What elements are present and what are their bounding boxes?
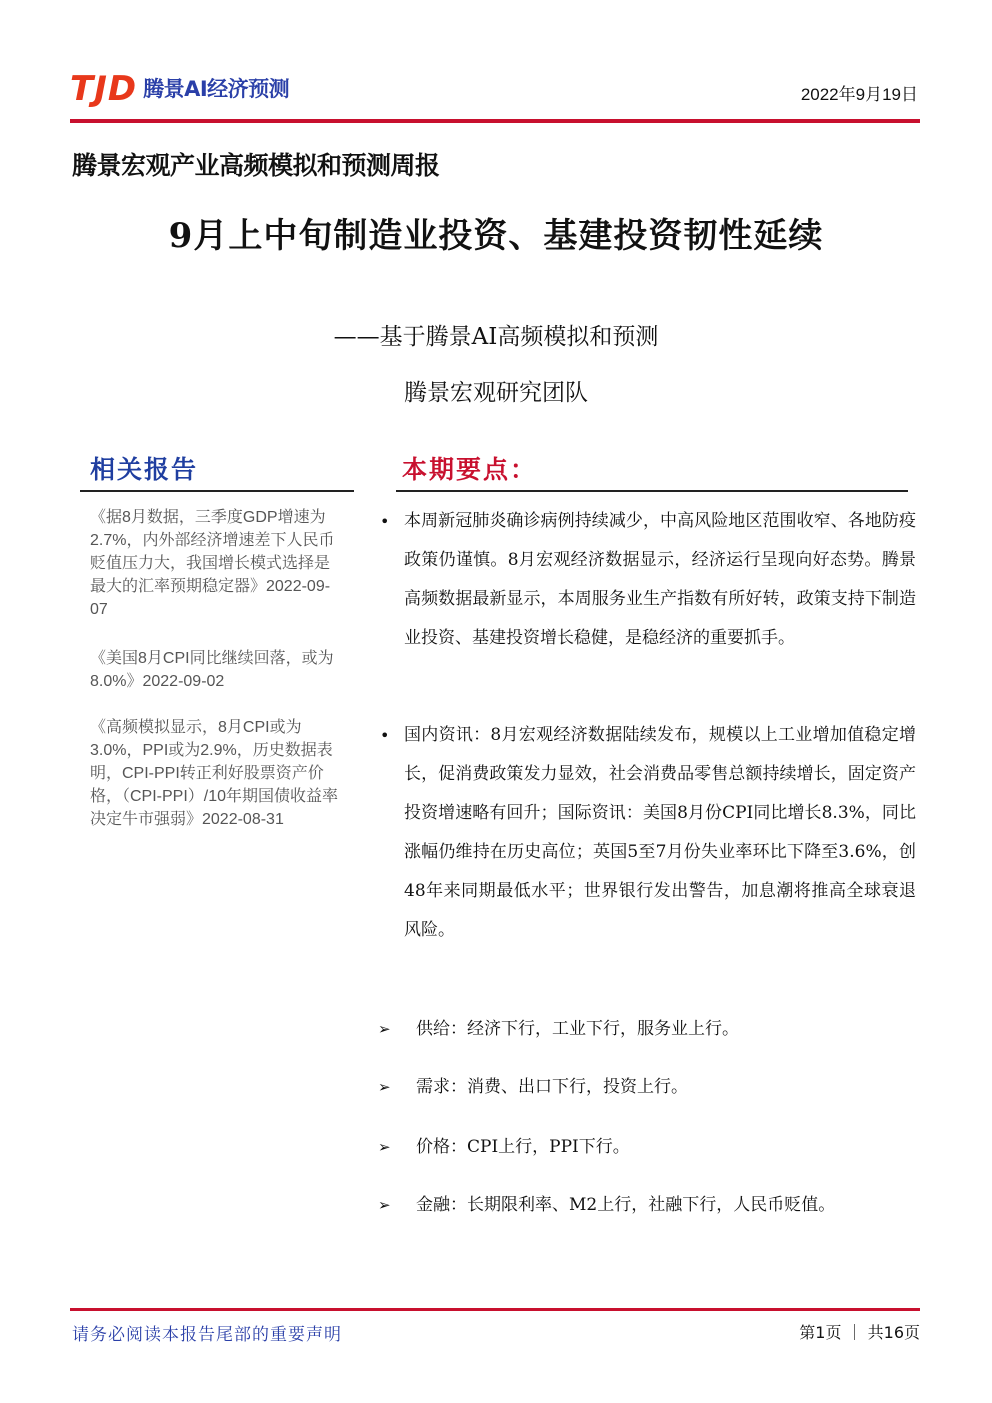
- page-indicator: 第1页 ｜ 共16页: [799, 1323, 920, 1342]
- brand-logo: [70, 70, 289, 108]
- logo-mark: TJD: [70, 69, 138, 109]
- series-title: 腾景宏观产业高频模拟和预测周报: [72, 151, 440, 180]
- team-name: 腾景宏观研究团队: [404, 380, 588, 406]
- logo-text: 腾景AI经济预测: [143, 77, 290, 101]
- report-date: 2022年9月19日: [800, 85, 918, 104]
- arrow-bullet-icon: ➢: [378, 1020, 391, 1038]
- related-reports-heading: 相关报告: [90, 455, 199, 484]
- highlights-heading: 本期要点：: [402, 455, 538, 484]
- related-report-item[interactable]: 《高频模拟显示，8月CPI或为3.0%，PPI或为2.9%，历史数据表明，CPI-PPI转正利好股票资产价格，（CPI-PPI）/10年期国债收益率决定牛市强弱》2022-08-31: [90, 719, 339, 828]
- highlight-paragraph: 国内资讯：8月宏观经济数据陆续发布，规模以上工业增加值稳定增长，促消费政策发力显效，社会消费品零售总额持续增长，固定资产投资增速略有回升；国际资讯：美国8月份CPI同比增长8.3%，同比涨幅仍维持在历史高位；英国5至7月份失业率环比下降至3.6%，创48年来同期最低水平；世界银行发出警告，加息潮将推高全球衰退风险。: [404, 725, 916, 940]
- arrow-bullet-icon: ➢: [378, 1196, 391, 1214]
- related-report-item[interactable]: 《据8月数据，三季度GDP增速为2.7%，内外部经济增速差下人民币贬值压力大，我国增长模式选择是最大的汇率预期稳定器》2022-09-07: [90, 509, 335, 618]
- bullet-icon: •: [380, 512, 390, 531]
- price-point: 价格：CPI上行，PPI下行。: [416, 1137, 630, 1157]
- arrow-bullet-icon: ➢: [378, 1138, 391, 1156]
- arrow-bullet-icon: ➢: [378, 1078, 391, 1096]
- highlight-paragraph: 本周新冠肺炎确诊病例持续减少，中高风险地区范围收窄、各地防疫政策仍谨慎。8月宏观经济数据显示，经济运行呈现向好态势。腾景高频数据最新显示，本周服务业生产指数有所好转，政策支持下制造业投资、基建投资增长稳健，是稳经济的重要抓手。: [404, 511, 916, 648]
- related-report-item[interactable]: 《美国8月CPI同比继续回落，或为8.0%》2022-09-02: [90, 650, 334, 690]
- related-divider: [80, 490, 354, 492]
- bullet-icon: •: [380, 726, 390, 745]
- header-divider: [70, 119, 920, 123]
- highlights-divider: [396, 490, 908, 492]
- main-title: 9月上中旬制造业投资、基建投资韧性延续: [168, 216, 824, 256]
- demand-point: 需求：消费、出口下行，投资上行。: [416, 1077, 688, 1097]
- disclaimer-link[interactable]: 请务必阅读本报告尾部的重要声明: [72, 1325, 342, 1345]
- finance-point: 金融：长期限利率、M2上行，社融下行，人民币贬值。: [416, 1195, 836, 1215]
- subtitle: ——基于腾景AI高频模拟和预测: [333, 324, 659, 350]
- footer-divider: [70, 1308, 920, 1311]
- supply-point: 供给：经济下行，工业下行，服务业上行。: [416, 1019, 739, 1039]
